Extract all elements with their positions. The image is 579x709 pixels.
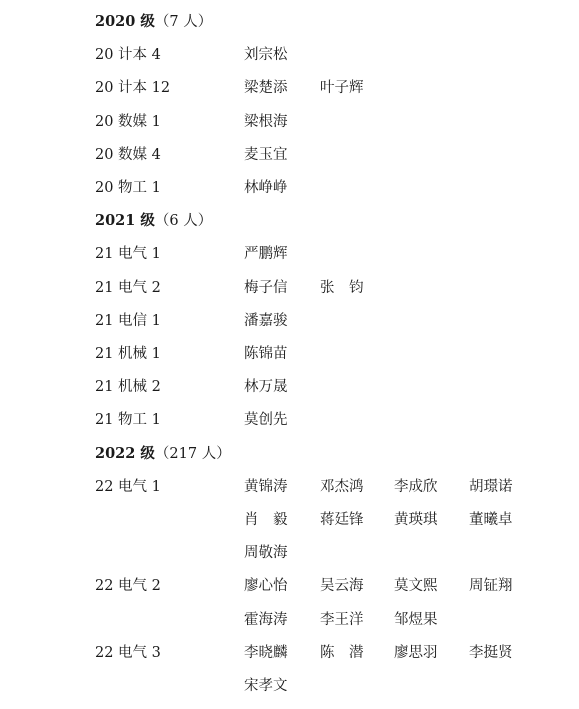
class-name: 21 机械 2	[95, 379, 161, 396]
student-name: 张 钧	[320, 279, 364, 296]
class-row	[0, 641, 579, 665]
student-name: 李晓麟	[244, 644, 288, 661]
class-row	[0, 276, 579, 300]
grade-year: 2021 级	[95, 212, 155, 230]
student-name: 吴云海	[320, 578, 364, 595]
class-name: 22 电气 2	[95, 578, 161, 595]
student-name: 莫创先	[244, 412, 288, 429]
class-row	[0, 475, 579, 499]
student-name: 董曦卓	[469, 512, 513, 528]
student-name: 邹煜果	[394, 611, 438, 628]
grade-title	[95, 10, 212, 34]
student-name: 林万晟	[244, 379, 288, 396]
grade-heading	[0, 209, 579, 233]
class-row	[0, 508, 579, 532]
student-name: 邓杰鸿	[320, 478, 364, 495]
class-row	[0, 242, 579, 266]
class-name: 21 电气 2	[95, 279, 161, 296]
student-name: 叶子辉	[320, 80, 364, 97]
student-name: 林峥峥	[244, 180, 288, 196]
student-name: 黄锦涛	[244, 478, 288, 495]
grade-title	[95, 209, 212, 233]
student-name: 李王洋	[320, 611, 364, 628]
student-name: 胡璟诺	[469, 478, 513, 495]
grade-count: （217 人）	[154, 445, 231, 462]
grade-heading	[0, 442, 579, 466]
student-name: 莫文熙	[394, 578, 438, 595]
grade-count: （7 人）	[154, 14, 213, 30]
class-row	[0, 143, 579, 167]
student-name: 梁根海	[244, 113, 288, 130]
student-name: 宋孝文	[244, 678, 288, 694]
class-row	[0, 110, 579, 134]
class-name: 22 电气 1	[95, 478, 161, 495]
class-name: 21 物工 1	[95, 412, 161, 429]
student-name: 廖心怡	[244, 578, 288, 595]
student-name: 蒋廷锋	[320, 512, 364, 528]
class-row	[0, 608, 579, 632]
grade-heading	[0, 10, 579, 34]
class-row	[0, 176, 579, 200]
student-name: 陈 潜	[320, 644, 364, 661]
class-name: 20 数媒 4	[95, 146, 161, 163]
student-name: 霍海涛	[244, 611, 288, 628]
class-row	[0, 309, 579, 333]
class-row	[0, 408, 579, 432]
student-name: 李挺贤	[469, 644, 513, 661]
grade-title	[95, 442, 231, 466]
class-name: 20 物工 1	[95, 180, 161, 196]
class-name: 20 计本 4	[95, 47, 161, 64]
class-row	[0, 375, 579, 399]
student-name: 黄瑛琪	[394, 512, 438, 528]
student-name: 肖 毅	[244, 512, 288, 528]
class-row	[0, 76, 579, 100]
class-name: 21 电气 1	[95, 246, 161, 263]
student-name: 周钲翔	[469, 578, 513, 595]
class-row	[0, 574, 579, 598]
class-name: 20 数媒 1	[95, 113, 161, 130]
grade-year: 2022 级	[95, 444, 155, 462]
student-name: 麦玉宜	[244, 146, 288, 163]
grade-count: （6 人）	[154, 213, 213, 230]
student-name: 陈锦苗	[244, 346, 288, 362]
class-name: 22 电气 3	[95, 644, 161, 661]
student-name: 潘嘉骏	[244, 312, 288, 329]
class-row	[0, 674, 579, 698]
student-name: 刘宗松	[244, 47, 288, 64]
student-name: 李成欣	[394, 478, 438, 495]
student-name: 梁楚添	[244, 80, 288, 97]
class-row	[0, 43, 579, 67]
grade-year: 2020 级	[95, 13, 155, 30]
student-name: 周敬海	[244, 545, 288, 562]
class-row	[0, 342, 579, 366]
class-name: 20 计本 12	[95, 80, 171, 97]
student-name: 严鹏辉	[244, 246, 288, 263]
student-name: 梅子信	[244, 279, 288, 296]
class-name: 21 电信 1	[95, 312, 161, 329]
class-row	[0, 541, 579, 565]
student-name: 廖思羽	[394, 644, 438, 661]
class-name: 21 机械 1	[95, 346, 161, 362]
